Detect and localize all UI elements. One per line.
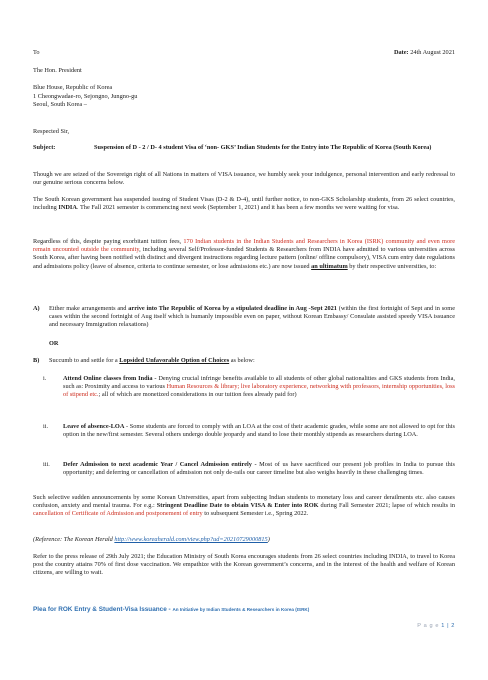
sub-item-ii-title: Leave of absence-LOA — [63, 423, 125, 430]
option-b-choices: Lopsided Unfavorable Option of Choices — [119, 357, 230, 364]
paragraph-4 — [33, 494, 455, 519]
paragraph-2 — [33, 196, 455, 212]
paragraph-3-text-b: , including several Self/Professor-funded Students & Researchers from INDIA have admitted to various universities across South Korea, after having been notified with distinct and divergent instructions regarding lecture pattern (online/ offline compulsory), VISA cum entry date regulations and admissions policy (leave of absence, criteria to continue semester, or lose admissions etc.) are now issued — [33, 246, 455, 270]
sub-item-i-highlight: Human Resources & library; live laboratory experience, networking with professors, internship opportunities, loss of stipend etc. — [63, 383, 455, 399]
sub-item-iii-text — [63, 461, 455, 477]
sub-item-i-title: Attend Online classes from India - — [63, 375, 159, 382]
sub-item-iii-text-a: Most of us have sacrificed our present job profiles in India to pursue this opportunity; and deferring or cancellation of admission not only de-rails our career timeline but also weighs heavily in these challenging times. — [63, 461, 455, 477]
sub-item-i-text-a: Denying crucial infringe benefits available to all students of other global nationalities and GKS students from India, such as: Proximity and access to various — [63, 375, 455, 391]
footer-title: Plea for ROK Entry & Student-Visa Issuance - — [33, 606, 173, 613]
paragraph-1: Though we are seized of the Sovereign right of all Nations in matters of VISA issuance, we humbly seek your indulgence, personal intervention and early redressal to our genuine serious concerns below. — [33, 171, 455, 187]
option-a-text — [49, 305, 455, 330]
to-label: To — [33, 49, 40, 56]
page-number: 1 | 2 — [441, 623, 455, 629]
sub-item-ii-text — [63, 423, 455, 439]
recipient-line-2: 1 Cheongwadae-ro, Sejongno, Jungno-gu — [33, 93, 138, 100]
sub-item-iii-title: Defer Admission to next academic Year / Cancel Admission entirely - — [63, 461, 260, 468]
option-b-text-a: Succumb to and settle for a — [49, 357, 120, 364]
sub-item-i-text — [63, 375, 455, 400]
sub-item-i-label: i. — [43, 375, 47, 382]
paragraph-3 — [33, 238, 455, 271]
subject-text: Suspension of D - 2 / D- 4 student Visa of ‘non- GKS’ Indian Students for the Entry into The Republic of Korea (South Korea) — [94, 144, 432, 151]
sub-item-iii-label: iii. — [43, 461, 50, 468]
paragraph-3-text-c: by their respective universities, to: — [347, 262, 437, 270]
date-value: 24th August 2021 — [410, 49, 455, 56]
option-b-text-b: as below: — [229, 357, 255, 364]
sub-item-i-text-b: ; all of which are monetized considerations in our tuition fees already paid for) — [98, 391, 297, 399]
salutation: Respected Sir, — [33, 128, 70, 135]
page-label: P a g e — [417, 623, 440, 629]
reference-text-b: ) — [267, 536, 270, 543]
sub-item-ii-text-a: - Some students are forced to comply with an LOA at the cost of their academic grades, while some are not allowed to opt for this option in the new/first semester. Several others undergo double jeopardy and stand to lose their monthly stipends as researchers during LOA. — [63, 423, 455, 439]
page-indicator — [417, 622, 455, 630]
recipient-title: The Hon. President — [33, 67, 82, 74]
option-b-text — [49, 357, 455, 365]
recipient-line-1: Blue House, Republic of Korea — [33, 84, 113, 91]
or-separator: OR — [49, 340, 59, 347]
letter-date — [394, 49, 455, 57]
letter-page — [33, 0, 455, 680]
paragraph-4-text-b: during Fall Semester 2021; lapse of which results in — [318, 502, 455, 510]
sub-item-ii-label: ii. — [43, 423, 49, 430]
subject-label: Subject: — [33, 144, 56, 151]
footer-banner — [33, 606, 455, 614]
option-a-deadline: arrive into The Republic of Korea by a stipulated deadline in Aug -Sept 2021 — [128, 305, 337, 312]
paragraph-4-text-c: to subsequent Semester i.e., Spring 2022. — [202, 510, 309, 518]
reference-text-a: (Reference: The Korean Herald — [33, 536, 115, 543]
footer-subtitle: An Initiative by Indian Students & Researchers in Korea (ISRK) — [172, 607, 310, 612]
paragraph-4-highlight: cancellation of Certificate of Admission and postponement of entry — [33, 510, 203, 518]
paragraph-5: Refer to the press release of 29th July 2021; the Education Ministry of South Korea encourages students from 26 select countries including INDIA, to travel to Korea post the country attains 70% of first dose vaccination. We empathize with the Korean government’s concerns, and in the interest of the health and welfare of Korean citizens, are willing to wait. — [33, 553, 455, 577]
paragraph-2-india: INDIA — [58, 204, 77, 212]
date-label: Date: — [393, 49, 409, 56]
paragraph-3-ultimatum: an ultimatum — [311, 262, 348, 270]
korea-herald-link[interactable]: http://www.koreaherald.com/view.php?ud=20210729000815 — [114, 536, 268, 543]
paragraph-2-text-a: The South Korean government has suspended issuing of Student Visas (D-2 & D-4), until further notice, to non-GKS Scholarship students, from 26 select countries, including — [33, 196, 455, 212]
paragraph-2-text-b: . The Fall 2021 semester is commencing next week (September 1, 2021) and it has been a few months we were waiting for visa. — [76, 204, 400, 212]
recipient-line-3: Seoul, South Korea – — [33, 101, 87, 108]
paragraph-3-highlight: 170 Indian students in the Indian Students and Researchers in Korea (ISRK) community and even more remain uncounted outside the community — [33, 238, 455, 254]
paragraph-4-deadline: Stringent Deadline Date to obtain VISA & Enter into ROK — [156, 502, 319, 510]
paragraph-3-text-a: Regardless of this, despite paying exorbitant tuition fees, — [33, 238, 184, 245]
option-a-text-b: (within the first fortnight of Sept and in some cases within the second fortnight of Aug itself which is humanly impossible even on paper, without Korean Embassy/ Consulate assisted speedy VISA issuance and necessary Immigration relaxations) — [49, 305, 455, 329]
option-b-label: B) — [33, 357, 40, 364]
paragraph-4-text-a: Such selective sudden announcements by some Korean Universities, apart from subjecting Indian students to monetary loss and career derailments etc. also causes confusion, anxiety and mental trauma. For e.g.: — [33, 494, 455, 510]
option-a-label: A) — [33, 305, 40, 312]
option-a-text-a: Either make arrangements and — [49, 305, 129, 312]
reference — [33, 536, 455, 544]
